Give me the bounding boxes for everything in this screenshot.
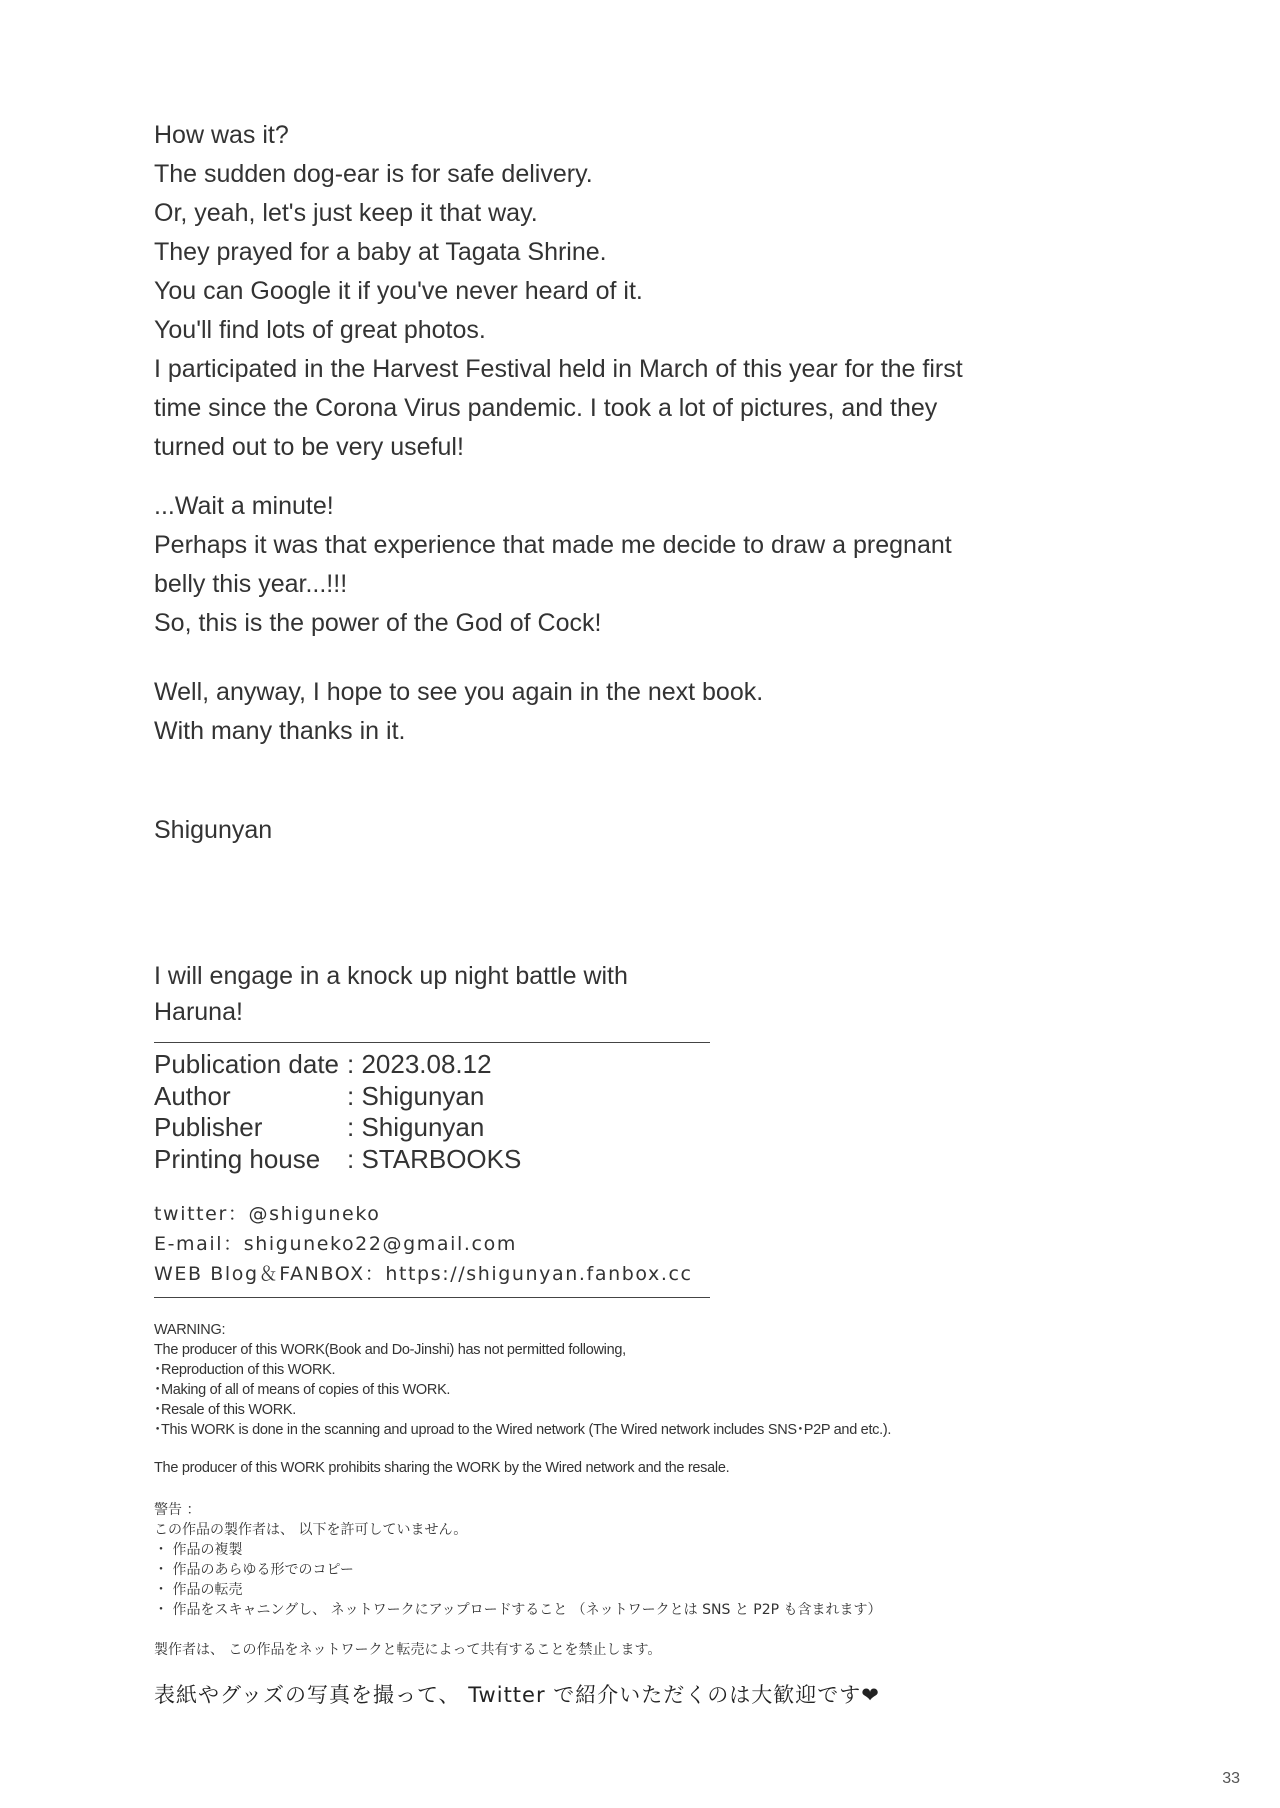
book-title: I will engage in a knock up night battle with Haruna!: [154, 962, 628, 1026]
signature: Shigunyan: [154, 816, 273, 844]
afterword-line: They prayed for a baby at Tagata Shrine.: [154, 238, 607, 266]
divider: [154, 1297, 710, 1298]
warning-line: この作品の製作者は、 以下を許可していません。: [154, 1522, 468, 1538]
info-key: Author: [154, 1080, 231, 1111]
info-value: : 2023.08.12: [347, 1049, 492, 1079]
warning-line: ・ 作品の複製: [154, 1542, 243, 1558]
warning-line: WARNING:: [154, 1322, 226, 1338]
afterword-line: time since the Corona Virus pandemic. I took a lot of pictures, and they: [154, 394, 938, 422]
table-row: [154, 1081, 521, 1113]
info-key: Printing house: [154, 1143, 321, 1174]
warning-closing: The producer of this WORK prohibits sharing the WORK by the Wired network and the resale.: [154, 1460, 730, 1476]
afterword-line: So, this is the power of the God of Cock!: [154, 609, 602, 637]
afterword-line: Perhaps it was that experience that made me decide to draw a pregnant: [154, 531, 952, 559]
info-value: : Shigunyan: [347, 1112, 485, 1142]
afterword-line: Or, yeah, let's just keep it that way.: [154, 199, 538, 227]
warning-closing: 製作者は、 この作品をネットワークと転売によって共有することを禁止します。: [154, 1642, 662, 1658]
afterword-line: The sudden dog-ear is for safe delivery.: [154, 160, 593, 188]
afterword-paragraph-1: [154, 116, 1034, 467]
warning-line: ･This WORK is done in the scanning and uproad to the Wired network (The Wired network includes SNS･P2P and etc.).: [154, 1422, 892, 1438]
afterword-line: How was it?: [154, 121, 289, 149]
afterword-line: ...Wait a minute!: [154, 492, 334, 520]
warning-line: ・ 作品をスキャニングし、 ネットワークにアップロードすること （ネットワークとは SNS と P2P も含まれます）: [154, 1602, 882, 1618]
divider: [154, 1042, 710, 1043]
spacer: [154, 1440, 1114, 1458]
afterword-text: [154, 116, 1034, 850]
email-address: E-mail：shiguneko22@gmail.com: [154, 1233, 517, 1255]
spacer: [154, 1620, 1114, 1640]
twitter-handle: twitter：@shiguneko: [154, 1203, 381, 1225]
warning-line: ･Resale of this WORK.: [154, 1402, 296, 1418]
afterword-line: I participated in the Harvest Festival held in March of this year for the first: [154, 355, 963, 383]
page-number: 33: [1222, 1770, 1240, 1787]
web-link: WEB Blog＆FANBOX：https://shigunyan.fanbox.cc: [154, 1263, 693, 1285]
afterword-line: Well, anyway, I hope to see you again in the next book.: [154, 678, 764, 706]
afterword-line: You can Google it if you've never heard of it.: [154, 277, 643, 305]
promo-message: 表紙やグッズの写真を撮って、 Twitter で紹介いただくのは大歓迎です❤: [154, 1683, 880, 1707]
afterword-paragraph-2: [154, 487, 1034, 643]
english-warning: [154, 1320, 1114, 1478]
afterword-line: belly this year...!!!: [154, 570, 348, 598]
warning-line: ・ 作品の転売: [154, 1582, 243, 1598]
warning-line: The producer of this WORK(Book and Do-Jinshi) has not permitted following,: [154, 1342, 626, 1358]
afterword-line: turned out to be very useful!: [154, 433, 464, 461]
table-row: [154, 1049, 521, 1081]
info-key: Publication date: [154, 1049, 340, 1079]
afterword-line: You'll find lots of great photos.: [154, 316, 486, 344]
warning-line: ･Making of all of means of copies of this WORK.: [154, 1382, 451, 1398]
table-row: [154, 1112, 521, 1144]
info-value: : Shigunyan: [347, 1080, 485, 1111]
publication-info-table: [154, 1049, 521, 1175]
info-value: : STARBOOKS: [347, 1143, 522, 1174]
contact-info: [154, 1199, 714, 1289]
japanese-warning: [154, 1500, 1114, 1660]
afterword-line: With many thanks in it.: [154, 717, 406, 745]
table-row: [154, 1144, 521, 1176]
warning-line: ・ 作品のあらゆる形でのコピー: [154, 1562, 354, 1578]
colophon: [154, 958, 714, 1298]
afterword-paragraph-3: [154, 673, 1034, 751]
info-key: Publisher: [154, 1112, 263, 1142]
warning-line: ･Reproduction of this WORK.: [154, 1362, 336, 1378]
warning-line: 警告 ：: [154, 1502, 201, 1518]
